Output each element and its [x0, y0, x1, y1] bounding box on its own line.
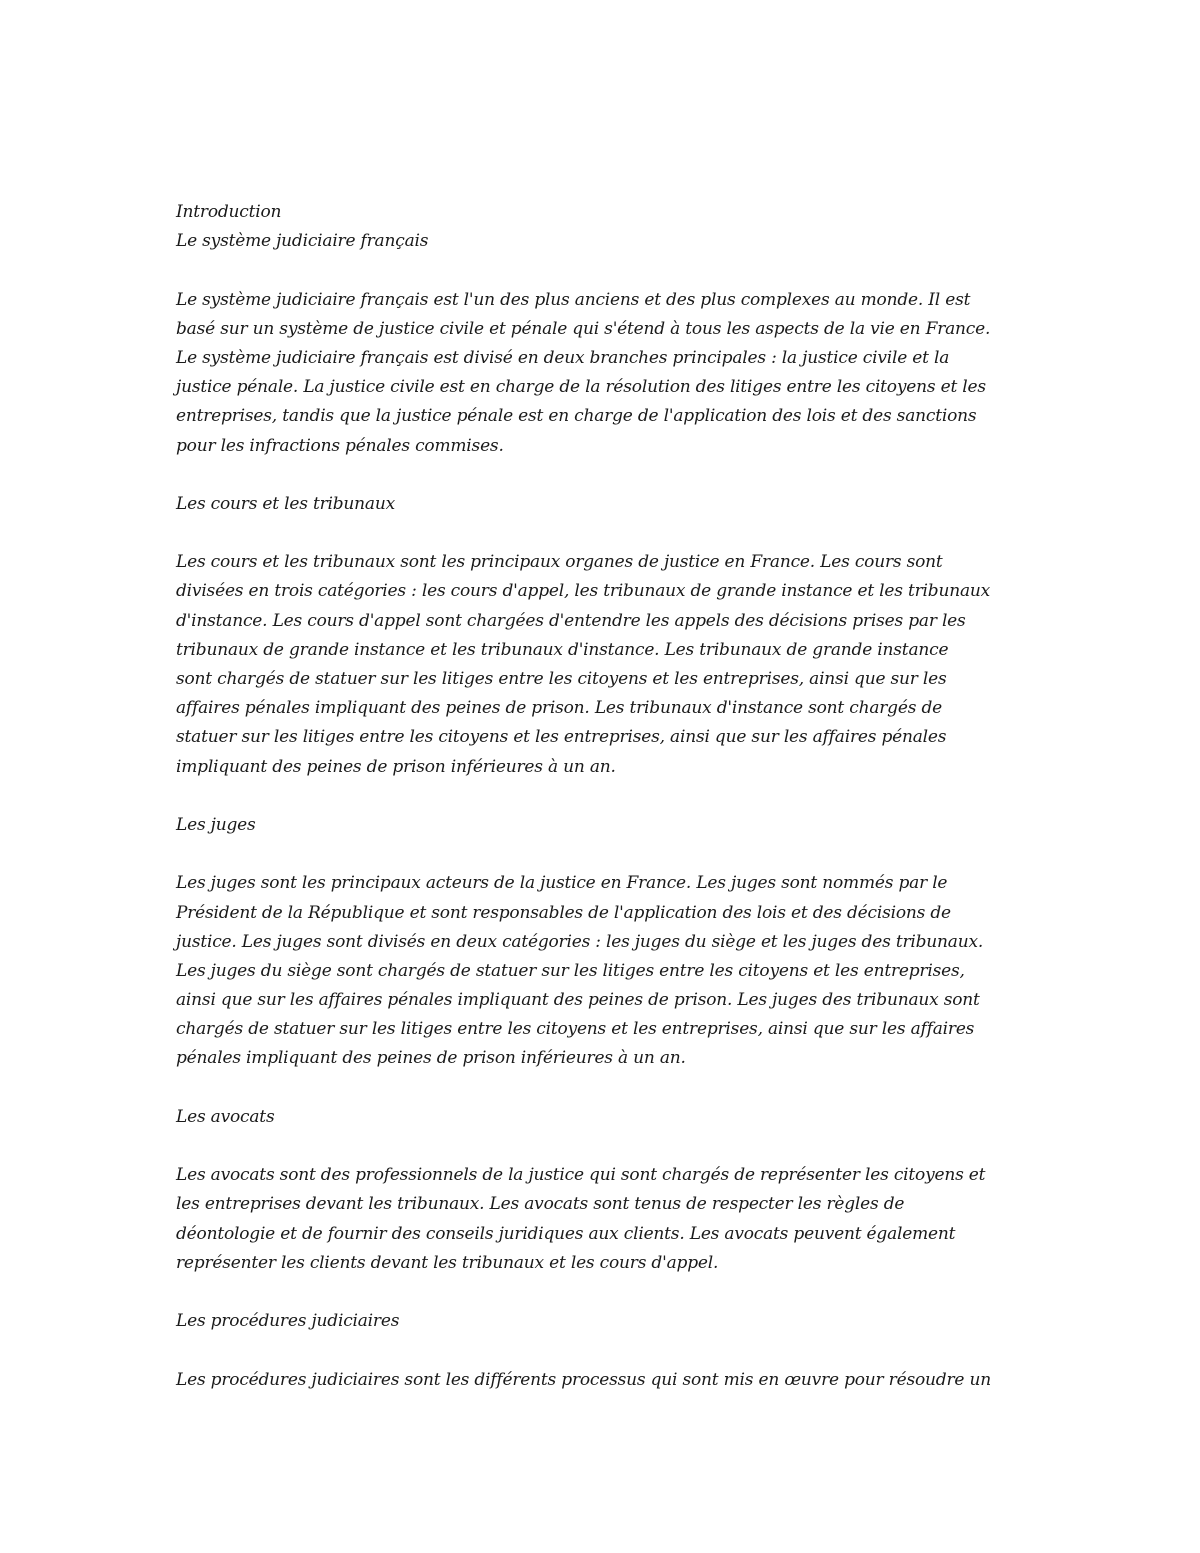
- document-title: Le système judiciaire français: [176, 231, 429, 252]
- lawyers-paragraph: [176, 1161, 1026, 1278]
- section-heading-judges: Les juges: [176, 814, 256, 835]
- paragraph-line: tribunaux de grande instance et les tribunaux d'instance. Les tribunaux de grande instance: [176, 639, 949, 660]
- paragraph-line: ainsi que sur les affaires pénales impliquant des peines de prison. Les juges des tribunaux sont: [176, 990, 980, 1011]
- spacer: [176, 782, 1026, 811]
- paragraph-line: justice. Les juges sont divisés en deux catégories : les juges du siège et les juges des tribunaux.: [176, 931, 984, 952]
- spacer: [176, 256, 1026, 285]
- paragraph-line: Les avocats sont des professionnels de la justice qui sont chargés de représenter les citoyens et: [176, 1165, 986, 1186]
- paragraph-line: Les juges du siège sont chargés de statuer sur les litiges entre les citoyens et les entreprises,: [176, 960, 965, 981]
- paragraph-line: basé sur un système de justice civile et pénale qui s'étend à tous les aspects de la vie en France.: [176, 318, 991, 339]
- section-heading-courts: Les cours et les tribunaux: [176, 493, 396, 514]
- spacer: [176, 840, 1026, 869]
- paragraph-line: divisées en trois catégories : les cours d'appel, les tribunaux de grande instance et les tribunaux: [176, 581, 991, 602]
- paragraph-line: d'instance. Les cours d'appel sont chargées d'entendre les appels des décisions prises par les: [176, 610, 966, 631]
- paragraph-line: les entreprises devant les tribunaux. Les avocats sont tenus de respecter les règles de: [176, 1194, 905, 1215]
- document-page: [176, 198, 1026, 1395]
- paragraph-line: sont chargés de statuer sur les litiges entre les citoyens et les entreprises, ainsi que sur les: [176, 669, 947, 689]
- paragraph-line: Les procédures judiciaires sont les différents processus qui sont mis en œuvre pour résoudre un: [176, 1369, 991, 1390]
- paragraph-line: chargés de statuer sur les litiges entre les citoyens et les entreprises, ainsi que sur les affaires: [176, 1019, 975, 1040]
- paragraph-line: statuer sur les litiges entre les citoyens et les entreprises, ainsi que sur les affaires pénales: [176, 727, 947, 748]
- paragraph-line: impliquant des peines de prison inférieures à un an.: [176, 756, 616, 777]
- paragraph-line: entreprises, tandis que la justice pénale est en charge de l'application des lois et des sanctions: [176, 406, 977, 427]
- paragraph-line: pénales impliquant des peines de prison inférieures à un an.: [176, 1048, 686, 1069]
- spacer: [176, 1278, 1026, 1307]
- intro-paragraph: [176, 286, 1026, 461]
- spacer: [176, 1336, 1026, 1365]
- paragraph-line: justice pénale. La justice civile est en charge de la résolution des litiges entre les citoyens et les: [176, 377, 986, 398]
- procedures-paragraph: [176, 1366, 1026, 1395]
- spacer: [176, 461, 1026, 490]
- paragraph-line: représenter les clients devant les tribunaux et les cours d'appel.: [176, 1252, 719, 1273]
- spacer: [176, 1074, 1026, 1103]
- spacer: [176, 519, 1026, 548]
- section-heading-lawyers: Les avocats: [176, 1106, 275, 1127]
- spacer: [176, 1132, 1026, 1161]
- paragraph-line: Le système judiciaire français est divisé en deux branches principales : la justice civile et la: [176, 347, 950, 368]
- paragraph-line: Le système judiciaire français est l'un des plus anciens et des plus complexes au monde. Il est: [176, 289, 971, 310]
- paragraph-line: pour les infractions pénales commises.: [176, 435, 504, 456]
- paragraph-line: déontologie et de fournir des conseils juridiques aux clients. Les avocats peuvent également: [176, 1223, 956, 1244]
- paragraph-line: Les juges sont les principaux acteurs de la justice en France. Les juges sont nommés par le: [176, 873, 948, 894]
- judges-paragraph: [176, 869, 1026, 1073]
- paragraph-line: Président de la République et sont responsables de l'application des lois et des décisions de: [176, 902, 951, 923]
- courts-paragraph: [176, 548, 1026, 782]
- paragraph-line: Les cours et les tribunaux sont les principaux organes de justice en France. Les cours sont: [176, 552, 943, 573]
- section-heading-introduction: Introduction: [176, 202, 282, 222]
- paragraph-line: affaires pénales impliquant des peines de prison. Les tribunaux d'instance sont chargés de: [176, 698, 943, 719]
- section-heading-procedures: Les procédures judiciaires: [176, 1311, 400, 1332]
